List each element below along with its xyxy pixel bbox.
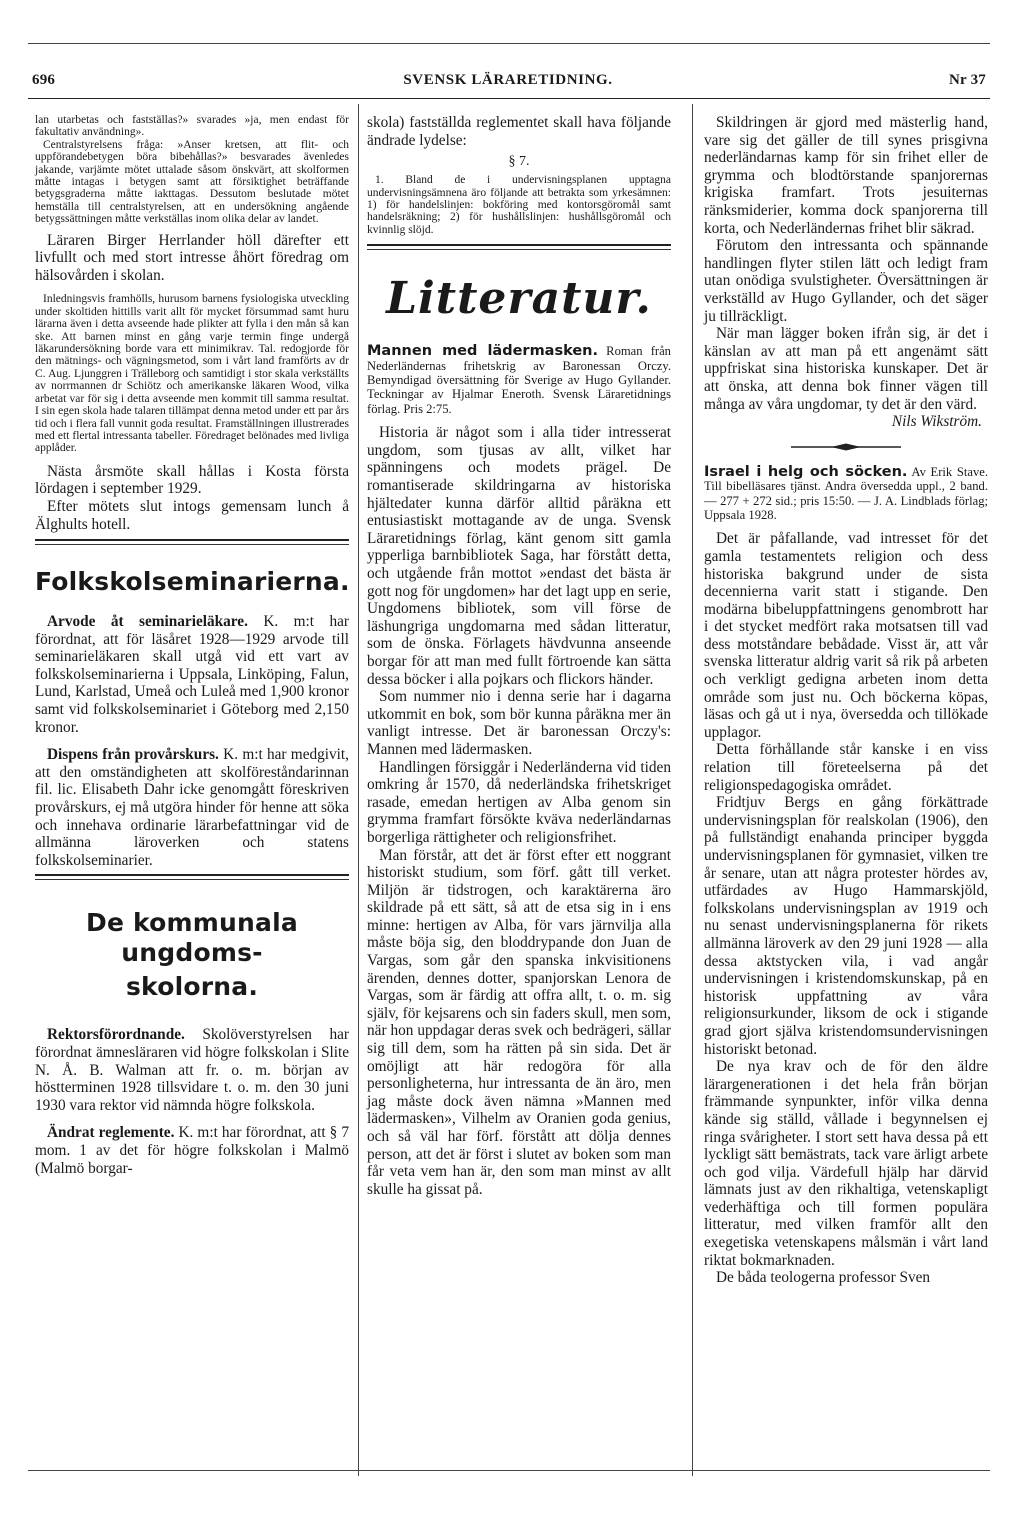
paragraph: När man lägger boken ifrån sig, är det i känslan av att man på ett angenämt sätt uppfriskat sina historiska kunskaper. Det är att önska, att denna bok finner vägen till många av våra ungdomar, ty det är den värd.	[704, 325, 988, 413]
journal-title: SVENSK LÄRARETIDNING.	[403, 72, 613, 88]
header-rule-top	[28, 43, 990, 44]
section-heading-line: De kommunala ungdoms-	[86, 908, 298, 968]
paragraph: Nästa årsmöte skall hållas i Kosta första lördagen i september 1929.	[35, 462, 349, 498]
section-heading-ungdomsskolorna	[35, 908, 349, 1002]
section-rule	[35, 879, 349, 880]
section-heading-line: skolorna.	[125, 972, 259, 1002]
paragraph: Förutom den intressanta och spännande handlingen flyter stilen lätt och ledigt fram utan onödiga svulstigheter. Översättningen är verkställd av Hugo Gyllander, och det säger ju tillräckligt.	[704, 237, 988, 325]
column-divider	[692, 104, 693, 1476]
review-signature: Nils Wikström.	[891, 413, 982, 431]
section-rule	[35, 539, 349, 541]
section-rule	[35, 544, 349, 545]
review-book-title: Mannen med lädermasken.	[367, 343, 599, 360]
paragraph: Man förstår, att det är först efter ett noggrant historiskt studium, som förf. gått till verket. Miljön är tidstrogen, och karaktärerna äro skildrade på ett sätt, så att de etsa sig in i ens minne: hertigen av Alba, för vars järnvilja alla måste böja sig, den bloddrypande don Juan de Vargas, som går den spanska inkvisitionens ärenden, dennes dotter, spanjorskan Lenora de Vargas, som är färdig att offra allt, t. o. m. sig själv, för kejsarens och sin faders skull, men som, när hon uppdagar deras svek och bedrägeri, sällar sig till dem, som ha rätten på sin sida. Det är omöjligt att här redogöra för alla personligheterna, hur intressanta de än äro, men jag måste dock även nämna »Mannen med lädermasken», Vilhelm av Oranien goda genius, och så väl har förf. förstått att dölja dennes person, att det är först i slutet av boken som man får veta vem han är, den som man minst av allt skulle ha gissat på.	[367, 846, 671, 1198]
column-divider	[358, 104, 359, 1476]
paragraph: Detta förhållande står kanske i en viss relation till företeelserna på det religionspedagogiska området.	[704, 741, 988, 794]
paragraph: skola) fastställda reglementet skall hava följande ändrade lydelse:	[367, 114, 671, 149]
section-sign: § 7.	[508, 154, 530, 170]
paragraph: Inledningsvis framhölls, hurusom barnens fysiologiska utveckling under skoltiden hittills varit allt för mycket försummad samt huru lärarna även i detta avseende hade plikter att fylla i den mån så kan ske. Att barnen minst en gång varje termin finge undergå läkarundersökning borde vara ett minimikrav. Tal. redogjorde för den mätnings- och vägningsmetod, som i vårt land framförts av dr C. Aug. Ljunggren i Trälleborg och samtidigt i stor skala verkställts av norrmannen dr Schiötz och amerikanske läkaren Wood, vilka arbetat var för sig i detta avseende men kommit till samma resultat. I sin egen skola hade talaren tillämpat denna metod under ett par års tid och i flera fall vunnit goda resultat. Framställningen illustrerades med ett flertal intressanta tabeller. Föredraget belönades med livliga applåder.	[35, 293, 349, 455]
paragraph: Läraren Birger Herrlander höll därefter ett livfullt och med stort intresse åhört föredrag om hälsovården i skolan.	[35, 231, 349, 284]
paragraph: De båda teologerna professor Sven	[716, 1269, 931, 1287]
bottom-rule	[28, 1470, 990, 1471]
section-rule	[367, 244, 671, 246]
review-book-title: Israel i helg och söcken.	[704, 463, 908, 480]
article-text: Skolöverstyrelsen har förordnat ämnesläraren vid högre folkskolan i Slite N. Å. B. Walman att fr. o. m. början av höstterminen 1928 tillsvidare t. o. m. den 30 juni 1930 vara rektor vid nämnda högre folkskola.	[35, 1026, 349, 1114]
paragraph: Det är påfallande, vad intresset för det gamla testamentets religion och dess historiska bakgrund under de sista decennierna varit statt i stigande. Den modärna bibeluppfattningens genombrott har i det stycket medfört raka motsatsen till vad dess motståndare bebådade. Visst är, att vår svenska litteratur aldrig varit så rik på arbeten och verkligt gedigna arbeten inom detta område som just nu. Och böckerna köpas, läsas och gå ut i nya, översedda och tillökade upplagor.	[704, 530, 988, 741]
review-book-meta: Roman från Nederländernas frihetskrig av Baronessan Orczy. Bemyndigad översättning för Sverige av Hugo Gyllander. Teckningar av Hjalmar Eneroth. Svensk Läraretidnings förlag. Pris 2:75.	[367, 344, 671, 416]
article-run-in-heading: Arvode åt seminarieläkare.	[47, 613, 248, 631]
paragraph: Centralstyrelsens fråga: »Anser kretsen, att flit- och uppförandebetygen böra bibehållas?» besvarades ävenledes jakande, varjämte mötet uttalade såsom önskvärt, att skolformen måtte intagas i betygen samt att försiktighet beträffande betygsgraderna måtte iakttagas. Dessutom beslutade mötet hemställa till centralstyrelsen, att en undersökning angående betygssättningen måtte verkställas inom olika delar av landet.	[35, 138, 349, 226]
article-text: K. m:t har förordnat, att för läsåret 1928—1929 arvode till seminarieläkaren skall utgå vid ett vart av folkskolseminarierna i Uppsala, Linköping, Falun, Lund, Karlstad, Umeå och Luleå med 1,900 kronor samt vid folkskolseminariet i Göteborg med 2,150 kronor.	[35, 613, 349, 736]
review-book-meta: Av Erik Stave. Till bibelläsares tjänst. Andra översedda uppl., 2 band. — 277 + 272 sid.; pris 15:50. — J. A. Lindblads förlag; Uppsala 1928.	[704, 464, 988, 522]
article-run-in-heading: Rektorsförordnande.	[47, 1026, 185, 1044]
column-left	[35, 114, 349, 1177]
paragraph: Fridtjuv Bergs en gång förkättrade undervisningsplan för realskolan (1906), den på fullständigt enahanda principer byggda undervisningsplanen för gymnasiet, vilken tre år senare, utan att några protester hördes av, utfärdades av Hugo Hammarskjöld, folkskolans undervisningsplan av 1919 och nu senast undervisningsplanerna för rikets allmänna läroverk av den 29 juni 1928 — alla dessa aktstycken vila, i vad angår undervisningen i kristendomskunskap, på en historisk uppfattning av våra religionsurkunder, liksom de ock i stigande grad gjort själva kristendomsundervisningen historiskt betonad.	[704, 794, 988, 1058]
ornament-divider	[704, 443, 988, 451]
paragraph: Historia är något som i alla tider intresserat ungdom, som tjusas av allt, vilket har spänningens och modets prägel. De romantiserade skildringarna av historiska hjältedater kunna därför alltid påräkna ett entusiastiskt mottagande av de unga. Svensk Läraretidnings förlag, känt genom sitt gamla ypperliga barnbibliotek Saga, har förstått detta, och utgående från mottot »endast det bästa är gott nog för ungdomen» har det lagt upp en serie, Ungdomens bibliotek, som vill förse de läshungriga ungdomarna med sådan litteratur, som de önska. Förlagets hävdvunna anseende borgar för att man med fullt förtroende kan sätta dessa böcker i alla pojkars och flickors händer.	[367, 424, 671, 688]
header-rule	[28, 98, 990, 99]
article-run-in-heading: Dispens från provårskurs.	[47, 746, 219, 764]
article-run-in-heading: Ändrat reglemente.	[47, 1124, 175, 1142]
ornament-rule-icon	[791, 443, 901, 451]
paragraph: lan utarbetas och fastställas?» svarades »ja, men endast för fakultativ användning».	[35, 114, 349, 139]
review-header	[367, 344, 671, 416]
paragraph: Handlingen försiggår i Nederländerna vid tiden omkring år 1570, då nederländska frihetskriget rasade, emedan hertigen av Alba genom sin grymma framfart försökte kväva nederländarnas borgerliga rättigheter och religionsfrihet.	[367, 758, 671, 846]
section-rule	[367, 249, 671, 250]
paragraph: De nya krav och de för den äldre lärargenerationen i det hela från början främmande synpunkter, inför vilka denna kände sig ställd, vållade i begynnelsen ej ringa svårigheter. I stort sett hava dessa på ett lyckligt sätt bemästrats, tack vare ärligt arbete och god vilja. Värdefull hjälp har därvid lämnats just av den rikhaltiga, vetenskapligt vederhäftiga och till formen populära litteratur, med vilken framför allt den exegetiska vetenskapens målsmän i vårt land riktat bokmarknaden.	[704, 1058, 988, 1269]
review-header	[704, 465, 988, 523]
article-text: K. m:t har förordnat, att § 7 mom. 1 av det för högre folkskolan i Malmö (Malmö borgar-	[35, 1124, 350, 1177]
section-heading-folkskolseminarierna: Folkskolseminarierna.	[35, 567, 350, 597]
paragraph: Skildringen är gjord med mästerlig hand, vare sig det gäller de till synes prisgivna nederländarnas kamp för sin frihet eller de grymma och blodtörstande spanjorernas krigiska framfart. Trots jesuiternas ränksmiderier, komma dock spanjorerna till korta, och Nederländernas frihet blir säkrad.	[704, 114, 988, 237]
paragraph: Efter mötets slut intogs gemensam lunch å Älghults hotell.	[35, 497, 349, 533]
issue-number: Nr 37	[949, 72, 986, 88]
literature-heading: Litteratur.	[386, 273, 652, 325]
page-number: 696	[32, 72, 56, 88]
paragraph: 1. Bland de i undervisningsplanen upptagna undervisningsämnena äro följande att betrakta som yrkesämnen: 1) för handelslinjen: bokföring med kontorsgöromål samt handelsräkning; 2) för hushållslinjen: hushållsgöromål och kvinnlig slöjd.	[367, 174, 671, 236]
column-right	[704, 114, 988, 1287]
paragraph: Som nummer nio i denna serie har i dagarna utkommit en bok, som bör kunna påräkna mer än vanligt intresse. Det är baronessan Orczy's: Mannen med lädermasken.	[367, 688, 671, 758]
column-middle	[367, 114, 671, 1198]
section-rule	[35, 874, 349, 876]
article-text: K. m:t har medgivit, att den omständigheten att skolföreståndarinnan fil. lic. Elisabeth Dahr icke genomgått föreskriven provårskurs, ej må utgöra hinder för henne att söka och innehava ordinarie lärarbefattningar vid de allmänna läroverken och statens folkskolseminarier.	[35, 746, 349, 869]
